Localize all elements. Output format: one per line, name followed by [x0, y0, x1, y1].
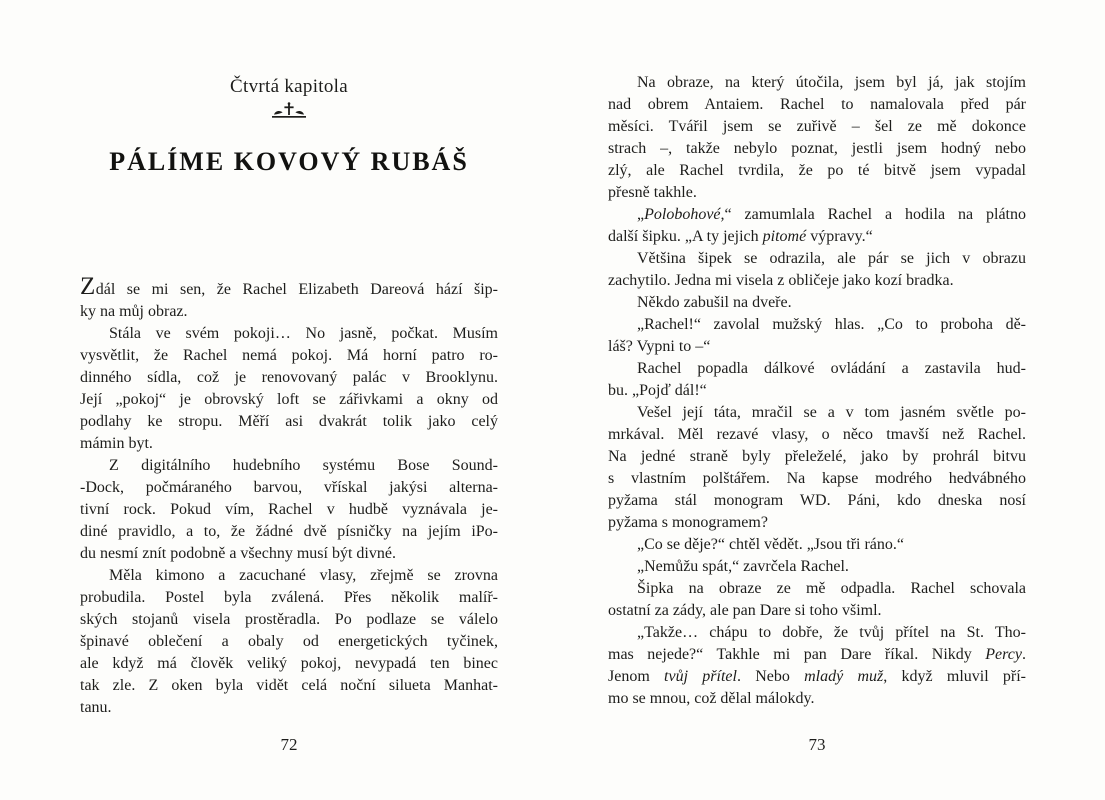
text-line [80, 631, 498, 653]
sword-divider-icon [80, 101, 498, 126]
text-segment: ky na můj obraz. [80, 303, 188, 320]
text-line [80, 345, 498, 367]
text-segment: mrkával. Měl rezavé vlasy, o něco tmavší než Rachel. [608, 426, 1026, 443]
italic-text: Percy [985, 646, 1022, 663]
page-body [80, 274, 498, 719]
paragraph [608, 204, 1026, 248]
text-line [608, 666, 1026, 688]
chapter-title: PÁLÍME KOVOVÝ RUBÁŠ [109, 147, 469, 176]
text-line [608, 578, 1026, 600]
text-line [608, 270, 1026, 292]
text-segment: Její „pokoj“ je obrovský loft se zářivkami a okny od [80, 391, 498, 408]
paragraph [608, 578, 1026, 622]
text-segment: Vešel její táta, mračil se a v tom jasném světle po- [637, 404, 1026, 421]
text-segment: tak zle. Z oken byla vidět celá noční silueta Manhat- [80, 677, 498, 694]
text-segment: du nesmí znít podobně a všechny musí být divné. [80, 545, 396, 562]
text-segment: . Nebo [736, 668, 805, 685]
paragraph [608, 556, 1026, 578]
text-segment: “ zamumlala Rachel a hodila na plátno [724, 206, 1026, 223]
text-segment: strach –, takže nebylo poznat, jestli jsem hodný nebo [608, 140, 1026, 157]
text-line [608, 446, 1026, 468]
text-segment: podlahy ke stropu. Měří asi dvakrát tolik jako celý [80, 413, 498, 430]
text-segment: výpravy.“ [806, 228, 873, 245]
paragraph [608, 248, 1026, 292]
text-segment: další šipku. „A ty jejich [608, 228, 763, 245]
text-line [608, 204, 1026, 226]
text-segment: Na obraze, na který útočila, jsem byl já, jak stojím [637, 74, 1026, 91]
paragraph [80, 565, 498, 719]
page-left [80, 0, 498, 800]
text-line [608, 424, 1026, 446]
text-segment: Z digitálního hudebního systému Bose Sound- [109, 457, 498, 474]
paragraph [608, 314, 1026, 358]
text-line [608, 600, 1026, 622]
text-segment: Stála ve svém pokoji… No jasně, počkat. Musím [109, 325, 498, 342]
text-line [608, 94, 1026, 116]
page-number: 73 [808, 735, 826, 754]
text-segment: dinného sídla, což je renovovaný palác v Brooklynu. [80, 369, 498, 386]
italic-text: Polobohové, [644, 206, 725, 223]
text-segment: pyžama s monogramem? [608, 514, 768, 531]
italic-text: mladý muž [804, 668, 884, 685]
text-line [608, 292, 1026, 314]
text-segment: ale když má člověk veliký pokoj, nevypadá ten binec [80, 655, 498, 672]
italic-text: pitomé [762, 228, 807, 245]
paragraph [608, 622, 1026, 710]
text-segment: špinavé oblečení a obaly od energetických tyčinek, [80, 633, 498, 650]
text-line [608, 512, 1026, 534]
paragraph [608, 534, 1026, 556]
text-segment: ských stojanů visela prostěradla. Po podlaze se válelo [80, 611, 498, 628]
text-line [80, 455, 498, 477]
text-line [80, 477, 498, 499]
text-segment: „Nemůžu spát,“ zavrčela Rachel. [637, 558, 849, 575]
text-line [608, 490, 1026, 512]
paragraph [608, 358, 1026, 402]
text-line [80, 499, 498, 521]
text-segment: přesně takhle. [608, 184, 697, 201]
text-line [80, 609, 498, 631]
text-segment: láš? Vypni to –“ [608, 338, 711, 355]
text-line [608, 160, 1026, 182]
paragraph [80, 323, 498, 455]
text-segment: tivní rock. Pokud vím, Rachel v hudbě vyznávala je- [80, 501, 498, 518]
text-line [608, 182, 1026, 204]
text-line [80, 587, 498, 609]
text-line [608, 72, 1026, 94]
paragraph [80, 274, 498, 323]
text-segment: Někdo zabušil na dveře. [637, 294, 792, 311]
text-line [608, 402, 1026, 424]
text-segment: měsíci. Tvářil jsem se zuřivě – šel ze mě dokonce [608, 118, 1026, 135]
chapter-label: Čtvrtá kapitola [230, 76, 348, 97]
text-segment: -Dock, počmáraného barvou, vřískal jakýsi alterna- [80, 479, 498, 496]
text-line [80, 323, 498, 345]
text-line [608, 688, 1026, 710]
text-line [80, 521, 498, 543]
text-segment: Na jedné straně byly přeleželé, jako by prohrál bitvu [608, 448, 1026, 465]
text-segment: . [1022, 646, 1026, 663]
text-segment: tanu. [80, 699, 112, 716]
text-segment: , když mluvil pří- [883, 668, 1027, 685]
text-segment: ostatní za zády, ale pan Dare si toho všiml. [608, 602, 882, 619]
text-segment: „Rachel!“ zavolal mužský hlas. „Co to proboha dě- [637, 316, 1026, 333]
text-line [608, 556, 1026, 578]
page-body [608, 72, 1026, 710]
text-line [608, 116, 1026, 138]
text-segment: „Takže… chápu to dobře, že tvůj přítel na St. Tho- [637, 624, 1026, 641]
text-segment: s vlastním polštářem. Na kapse modrého hedvábného [608, 470, 1026, 487]
text-line [80, 367, 498, 389]
text-line [608, 468, 1026, 490]
text-line [608, 358, 1026, 380]
text-line [608, 138, 1026, 160]
paragraph [608, 402, 1026, 534]
text-line [80, 433, 498, 455]
page-right [608, 0, 1026, 800]
text-segment: zachytilo. Jedna mi visela z obličeje jako kozí bradka. [608, 272, 954, 289]
text-segment: Většina šipek se odrazila, ale pár se jich v obrazu [637, 250, 1026, 267]
text-line [80, 543, 498, 565]
italic-text: tvůj přítel [664, 668, 737, 685]
text-line [80, 675, 498, 697]
text-segment: vysvětlit, že Rachel nemá pokoj. Má horní patro ro- [80, 347, 498, 364]
text-line [80, 389, 498, 411]
text-segment: probudila. Postel byla zválená. Přes několik malíř- [80, 589, 498, 606]
text-line [608, 336, 1026, 358]
text-segment: dál se mi sen, že Rachel Elizabeth Dareová hází šip- [95, 281, 498, 298]
paragraph [608, 292, 1026, 314]
paragraph [608, 72, 1026, 204]
text-segment: Šipka na obraze ze mě odpadla. Rachel schovala [637, 580, 1026, 597]
text-segment: nad obrem Antaiem. Rachel to namalovala před pár [608, 96, 1026, 113]
text-line [80, 274, 498, 301]
drop-cap: Z [80, 273, 96, 300]
text-segment: bu. „Pojď dál!“ [608, 382, 707, 399]
text-segment: Rachel popadla dálkové ovládání a zastavila hud- [637, 360, 1026, 377]
text-segment: diné pravidlo, a to, že žádné dvě písničky na jejím iPo- [80, 523, 498, 540]
text-line [608, 622, 1026, 644]
text-line [80, 411, 498, 433]
text-line [608, 314, 1026, 336]
text-segment: pyžama stál monogram WD. Páni, kdo dneska nosí [608, 492, 1026, 509]
text-line [80, 697, 498, 719]
text-line [80, 565, 498, 587]
text-line [608, 644, 1026, 666]
text-segment: mo se mnou, což dělal málokdy. [608, 690, 815, 707]
text-line [608, 226, 1026, 248]
text-segment: „Co se děje?“ chtěl vědět. „Jsou tři ráno.“ [637, 536, 904, 553]
text-segment: Jenom [608, 668, 665, 685]
text-segment: „ [637, 206, 645, 223]
text-segment: zlý, ale Rachel tvrdila, že po té bitvě jsem vypadal [608, 162, 1026, 179]
text-segment: mas nejede?“ Takhle mi pan Dare říkal. Nikdy [608, 646, 986, 663]
text-line [80, 301, 498, 323]
text-segment: mámin byt. [80, 435, 153, 452]
paragraph [80, 455, 498, 565]
text-line [80, 653, 498, 675]
page-number: 72 [280, 735, 298, 754]
text-line [608, 534, 1026, 556]
text-line [608, 248, 1026, 270]
text-segment: Měla kimono a zacuchané vlasy, zřejmě se zrovna [109, 567, 498, 584]
text-line [608, 380, 1026, 402]
